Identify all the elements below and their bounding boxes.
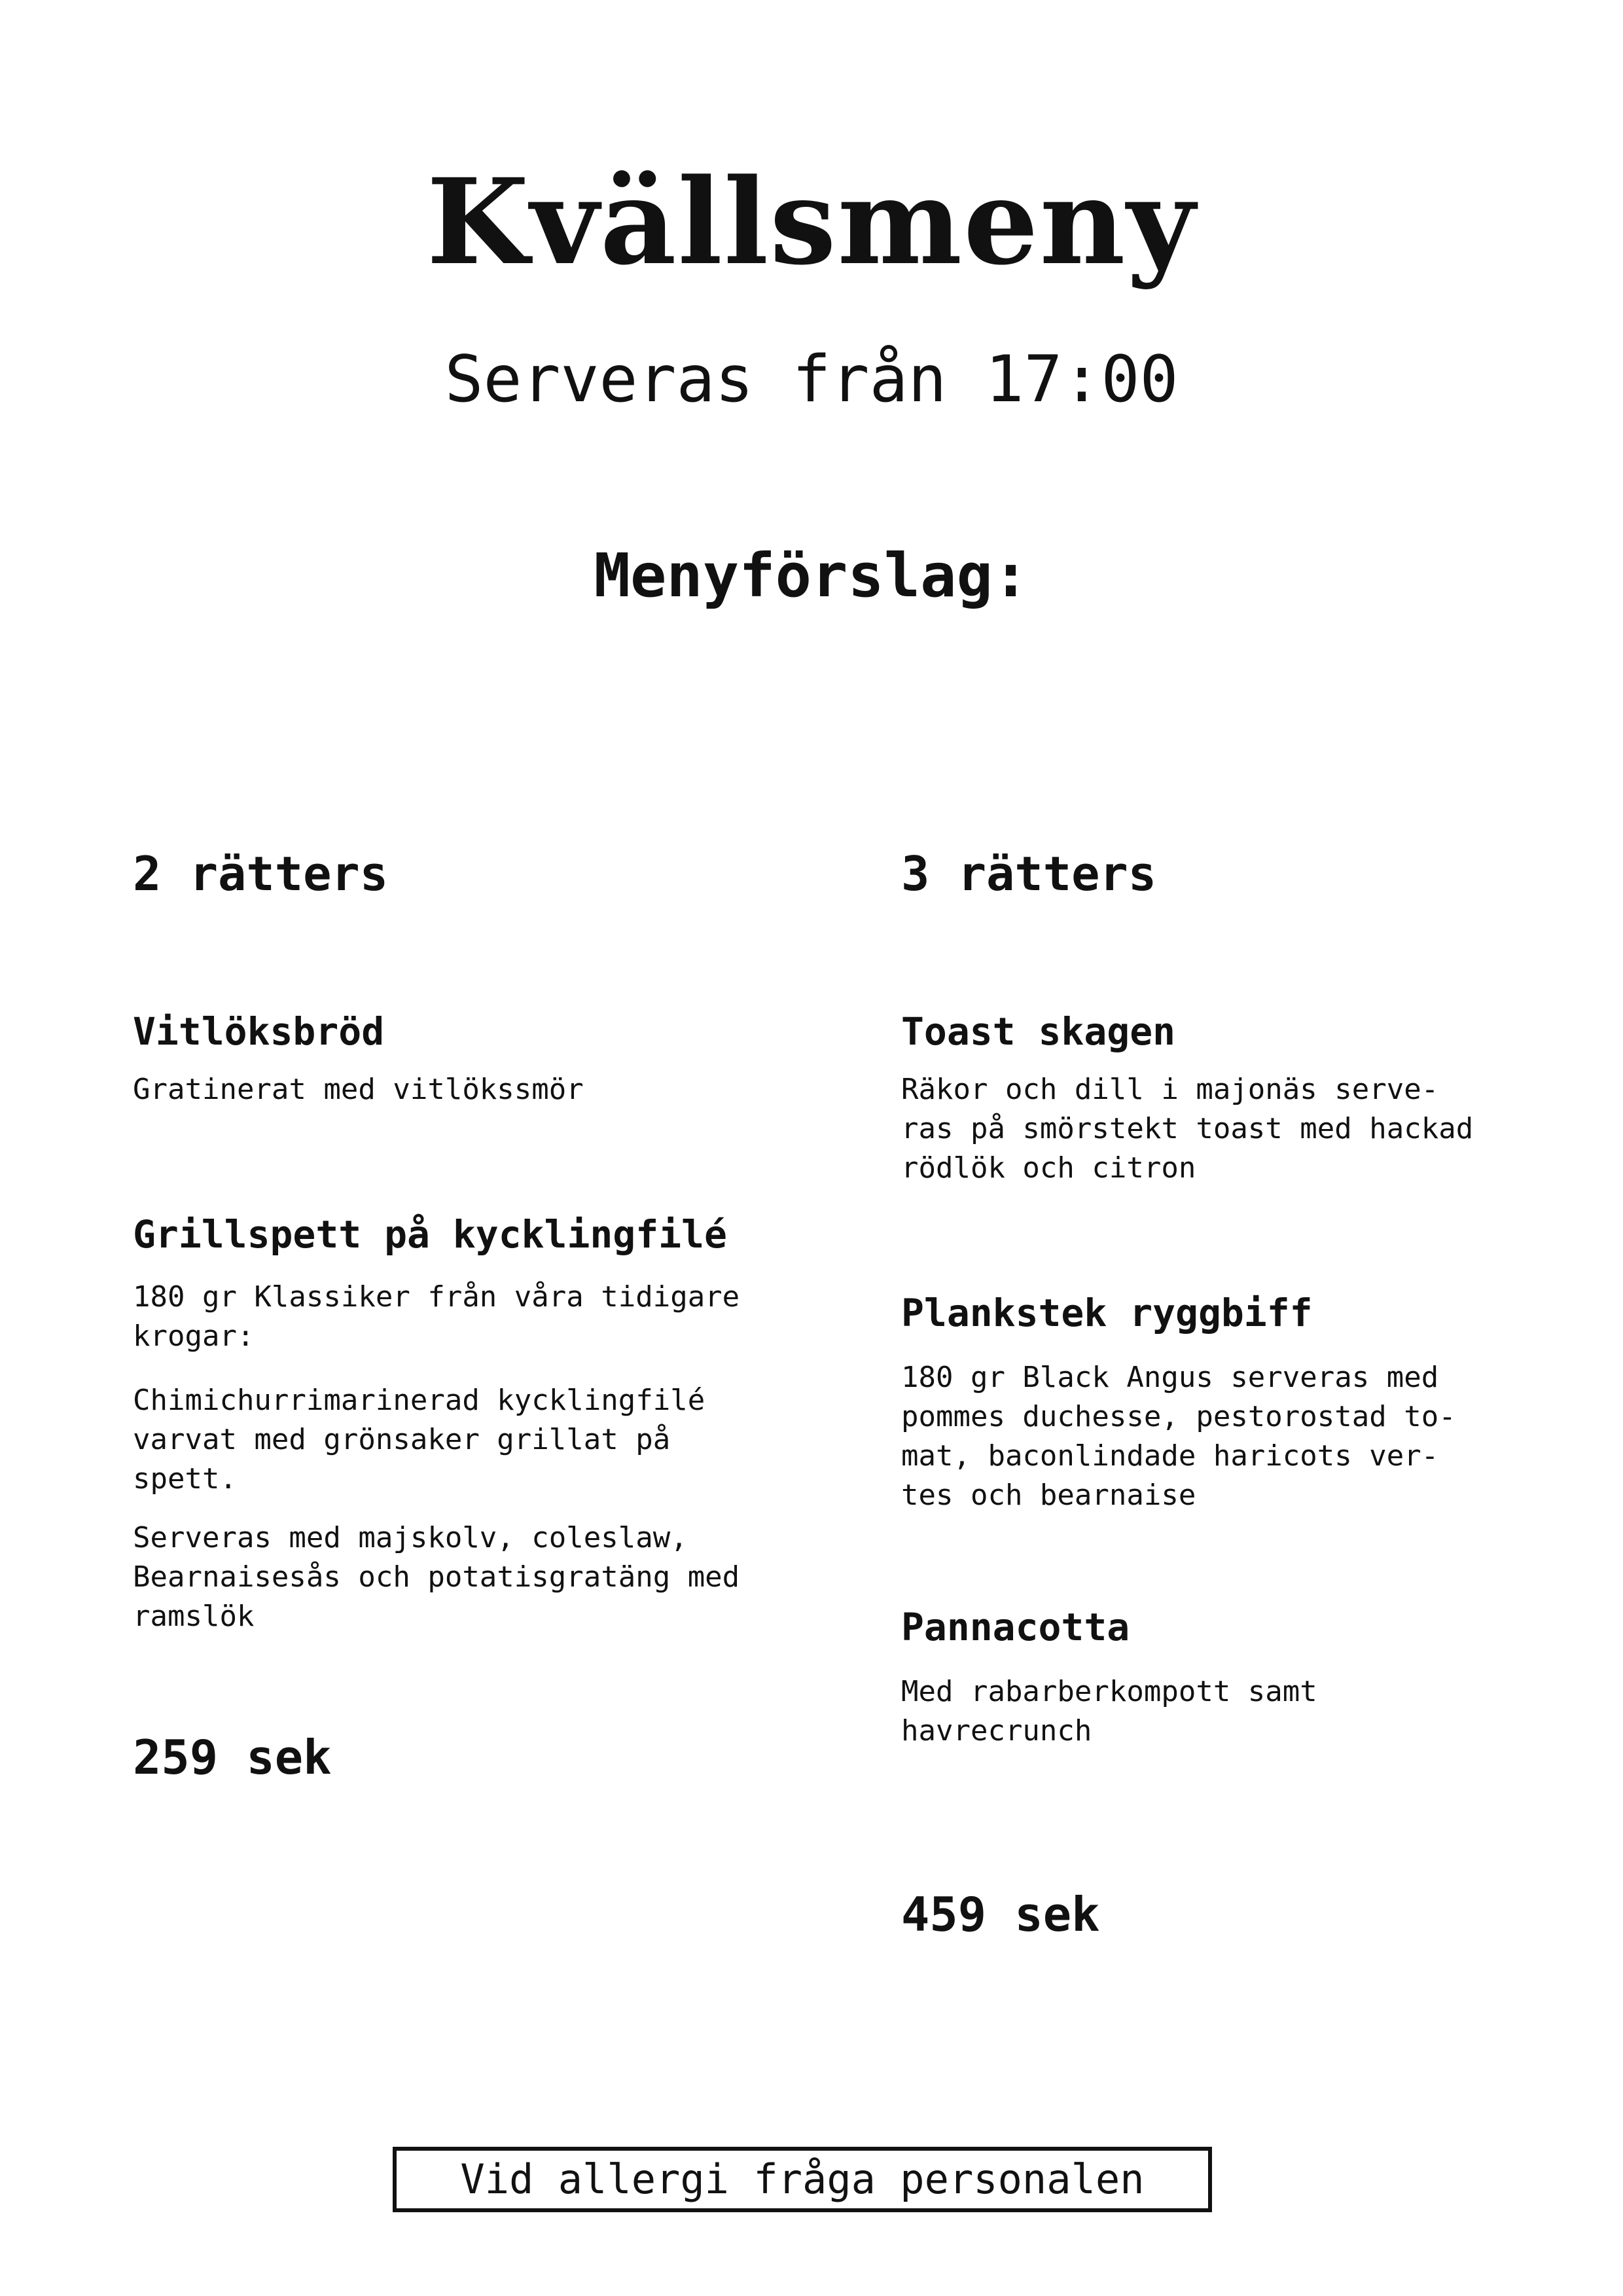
serving-time: Serveras från 17:00 [444,342,1179,417]
dish-name: Pannacotta [901,1605,1130,1649]
dish-description: Räkor och dill i majonäs serve-ras på smörstekt toast med hackad rödlök och citron [901,1073,1474,1185]
dish-name: Vitlöksbröd [133,1009,385,1054]
menu-suggestion-heading: Menyförslag: [594,541,1029,611]
dish-description: Serveras med majskolv, coleslaw, Bearnaisesås och potatisgratäng med ramslök [133,1521,740,1633]
dish-description: Med rabarberkompott samt havrecrunch [901,1675,1317,1748]
dish-description: 180 gr Black Angus serveras med pommes duchesse, pestorostad to-mat, baconlindade haricots ver-tes och bearnaise [901,1361,1456,1512]
menu-price: 259 sek [133,1730,332,1785]
dish-description: 180 gr Klassiker från våra tidigare krogar: [133,1280,740,1353]
dish-name: Toast skagen [901,1009,1176,1054]
course-heading: 3 rätters [901,846,1157,901]
dish-description: Gratinerat med vitlökssmör [133,1073,584,1106]
course-heading: 2 rätters [133,846,389,901]
menu-price: 459 sek [901,1887,1100,1942]
dish-description: Chimichurrimarinerad kycklingfilé varvat med grönsaker grillat på spett. [133,1384,705,1496]
menu-title: Kvällsmeny [426,153,1197,291]
dish-name: Grillspett på kycklingfilé [133,1212,727,1257]
allergy-notice: Vid allergi fråga personalen [393,2147,1212,2212]
dish-name: Plankstek ryggbiff [901,1291,1313,1335]
